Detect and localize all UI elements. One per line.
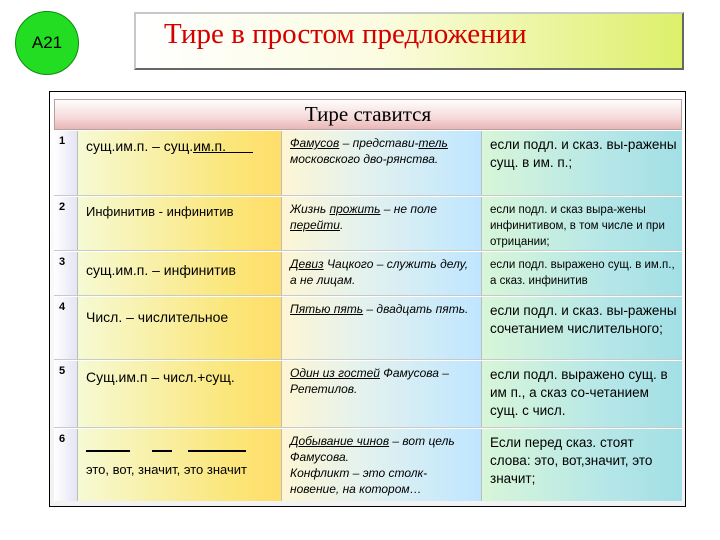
table-row-2 [54, 197, 682, 250]
table-header [54, 99, 682, 130]
table-header-title: Тире ставится [304, 102, 432, 126]
row-condition: если подл. выражено сущ. в им.п., а сказ. инфинитив [482, 252, 682, 295]
row-number: 5 [54, 361, 78, 427]
row-number: 1 [54, 131, 78, 196]
row-number: 6 [54, 429, 78, 501]
table-row-4 [54, 297, 682, 359]
row-pattern: сущ.им.п. – сущ.им.п. [78, 131, 282, 196]
row-condition: если подл. и сказ. вы-ражены сущ. в им. п.; [482, 131, 682, 196]
table-row-1 [54, 131, 682, 196]
table-row-5 [54, 361, 682, 427]
row-condition: если подл. и сказ выра-жены инфинитивом, в том числе и при отрицании; [482, 197, 682, 250]
title-banner [134, 12, 684, 70]
row-pattern: это, вот, значит, это значит [78, 429, 282, 501]
row-pattern: сущ.им.п. – инфинитив [78, 252, 282, 295]
pattern-underline-scheme [86, 441, 275, 455]
table-row-3 [54, 252, 682, 295]
row-pattern: Инфинитив - инфинитив [78, 197, 282, 250]
task-badge: A21 [15, 11, 79, 75]
row-number: 2 [54, 197, 78, 250]
predicate-underline [193, 152, 253, 153]
row-pattern: Сущ.им.п – числ.+сущ. [78, 361, 282, 427]
row-pattern: Числ. – числительное [78, 297, 282, 359]
row-condition: если подл. и сказ. вы-ражены сочетанием числительного; [482, 297, 682, 359]
table-row-6 [54, 429, 682, 501]
row-condition: если подл. выражено сущ. в им п., а сказ со-четанием сущ. с числ. [482, 361, 682, 427]
row-number: 3 [54, 252, 78, 295]
row-number: 4 [54, 297, 78, 359]
row-example: Один из гостей Фамусова – Репетилов. [282, 361, 482, 427]
row-condition: Если перед сказ. стоят слова: это, вот,значит, это значит; [482, 429, 682, 501]
row-example: Фамусов – представи-тель московского дво-рянства. [282, 131, 482, 196]
page-title: Тире в простом предложении [164, 18, 527, 50]
row-example: Добывание чинов – вот цель Фамусова. Конфликт – это столк-новение, на котором… [282, 429, 482, 501]
row-example: Пятью пять – двадцать пять. [282, 297, 482, 359]
row-example: Девиз Чацкого – служить делу, а не лицам. [282, 252, 482, 295]
row-example: Жизнь прожить – не поле перейти. [282, 197, 482, 250]
